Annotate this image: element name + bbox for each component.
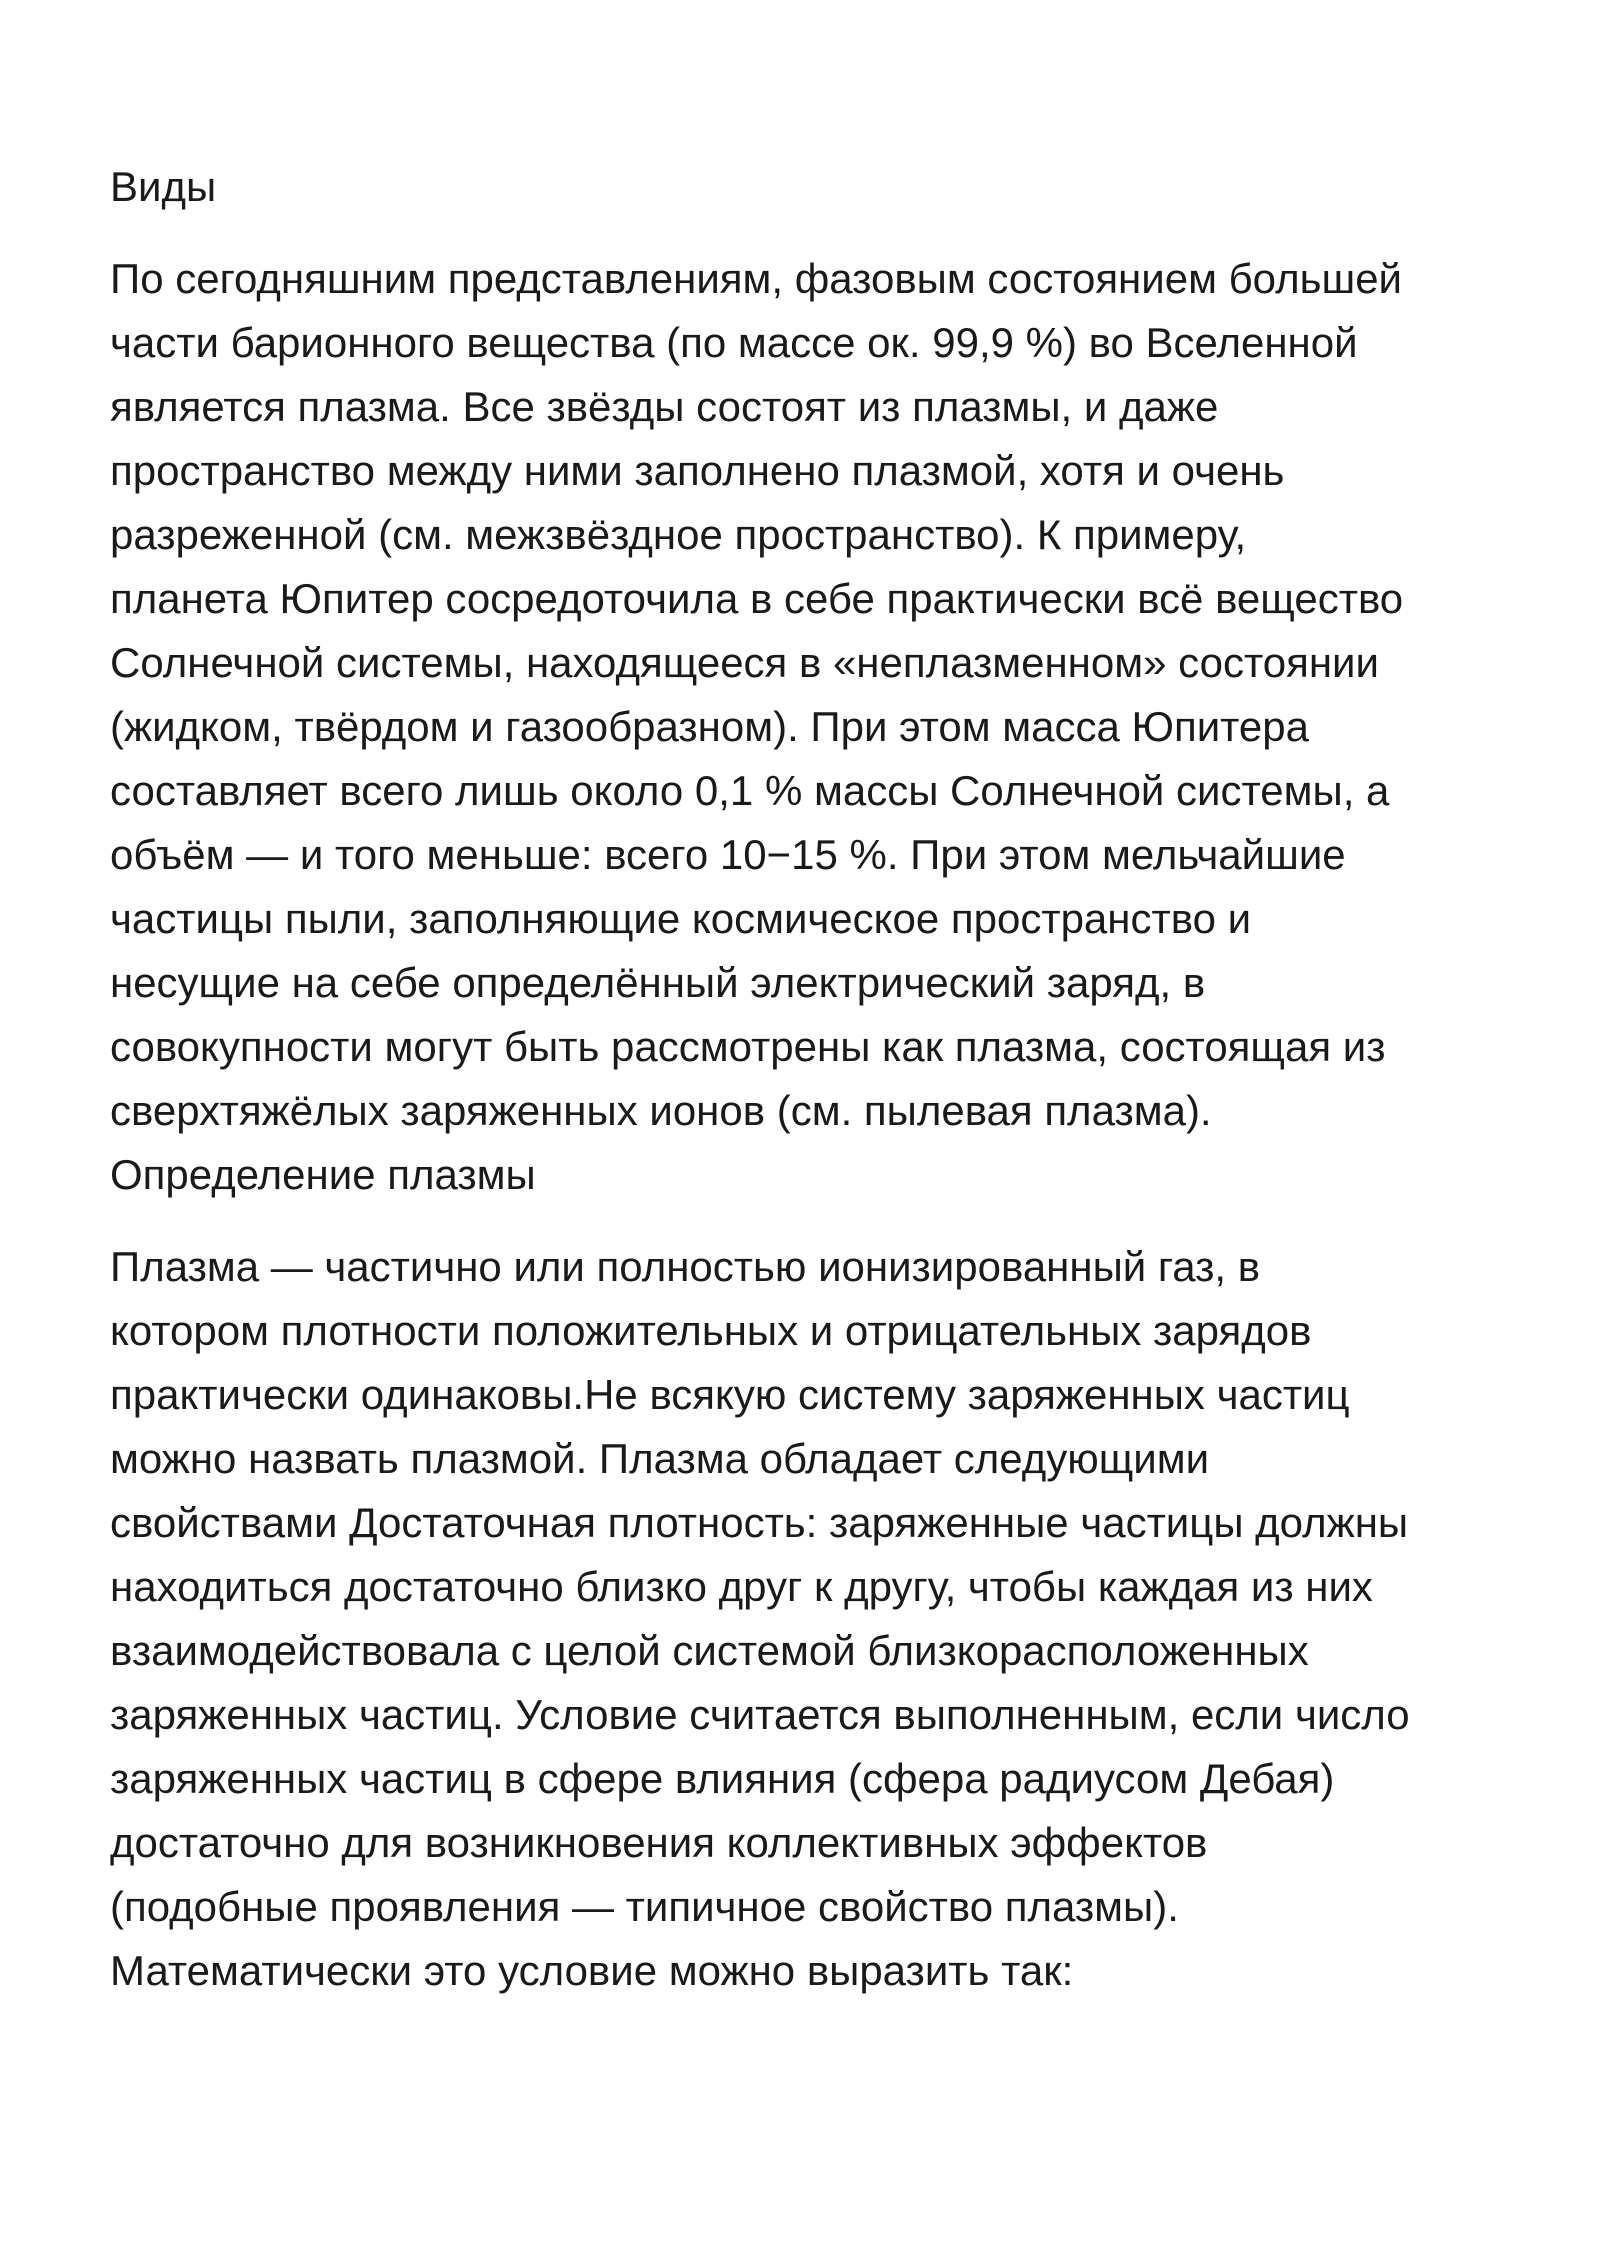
paragraph-line: Плазма — частично или полностью ионизированный газ, в [110,1243,1261,1290]
paragraph-definition [110,1235,1500,2003]
paragraph-line: практически одинаковы.Не всякую систему заряженных частиц [110,1371,1350,1418]
paragraph-line: По сегодняшним представлениям, фазовым состоянием большей [110,255,1403,302]
paragraph-types [110,247,1500,1143]
heading-text: Виды [110,163,217,210]
paragraph-line: совокупности могут быть рассмотрены как плазма, состоящая из [110,1023,1386,1070]
paragraph-line: сверхтяжёлых заряженных ионов (см. пылевая плазма). [110,1087,1212,1134]
paragraph-line: пространство между ними заполнено плазмой, хотя и очень [110,447,1285,494]
paragraph-line: несущие на себе определённый электрический заряд, в [110,959,1206,1006]
paragraph-line: Солнечной системы, находящееся в «неплазменном» состоянии [110,639,1379,686]
paragraph-line: планета Юпитер сосредоточила в себе практически всё вещество [110,575,1404,622]
heading-text: Определение плазмы [110,1151,536,1198]
paragraph-line: (жидком, твёрдом и газообразном). При этом масса Юпитера [110,703,1309,750]
paragraph-line: Математически это условие можно выразить так: [110,1947,1074,1994]
section-heading-types [110,155,1500,219]
paragraph-line: заряженных частиц. Условие считается выполненным, если число [110,1691,1410,1738]
paragraph-line: объём — и того меньше: всего 10−15 %. При этом мельчайшие [110,831,1346,878]
paragraph-line: части барионного вещества (по массе ок. 99,9 %) во Вселенной [110,319,1358,366]
paragraph-line: частицы пыли, заполняющие космическое пространство и [110,895,1252,942]
section-heading-definition [110,1143,1500,1207]
paragraph-line: составляет всего лишь около 0,1 % массы Солнечной системы, а [110,767,1390,814]
paragraph-line: можно назвать плазмой. Плазма обладает следующими [110,1435,1210,1482]
paragraph-line: взаимодействовала с целой системой близкорасположенных [110,1627,1309,1674]
paragraph-line: является плазма. Все звёзды состоят из плазмы, и даже [110,383,1219,430]
paragraph-line: достаточно для возникновения коллективных эффектов [110,1819,1208,1866]
paragraph-line: заряженных частиц в сфере влияния (сфера радиусом Дебая) [110,1755,1335,1802]
paragraph-line: разреженной (см. межзвёздное пространство). К примеру, [110,511,1247,558]
paragraph-line: находиться достаточно близко друг к другу, чтобы каждая из них [110,1563,1373,1610]
paragraph-line: (подобные проявления — типичное свойство плазмы). [110,1883,1179,1930]
paragraph-line: котором плотности положительных и отрицательных зарядов [110,1307,1312,1354]
paragraph-line: свойствами Достаточная плотность: заряженные частицы должны [110,1499,1409,1546]
